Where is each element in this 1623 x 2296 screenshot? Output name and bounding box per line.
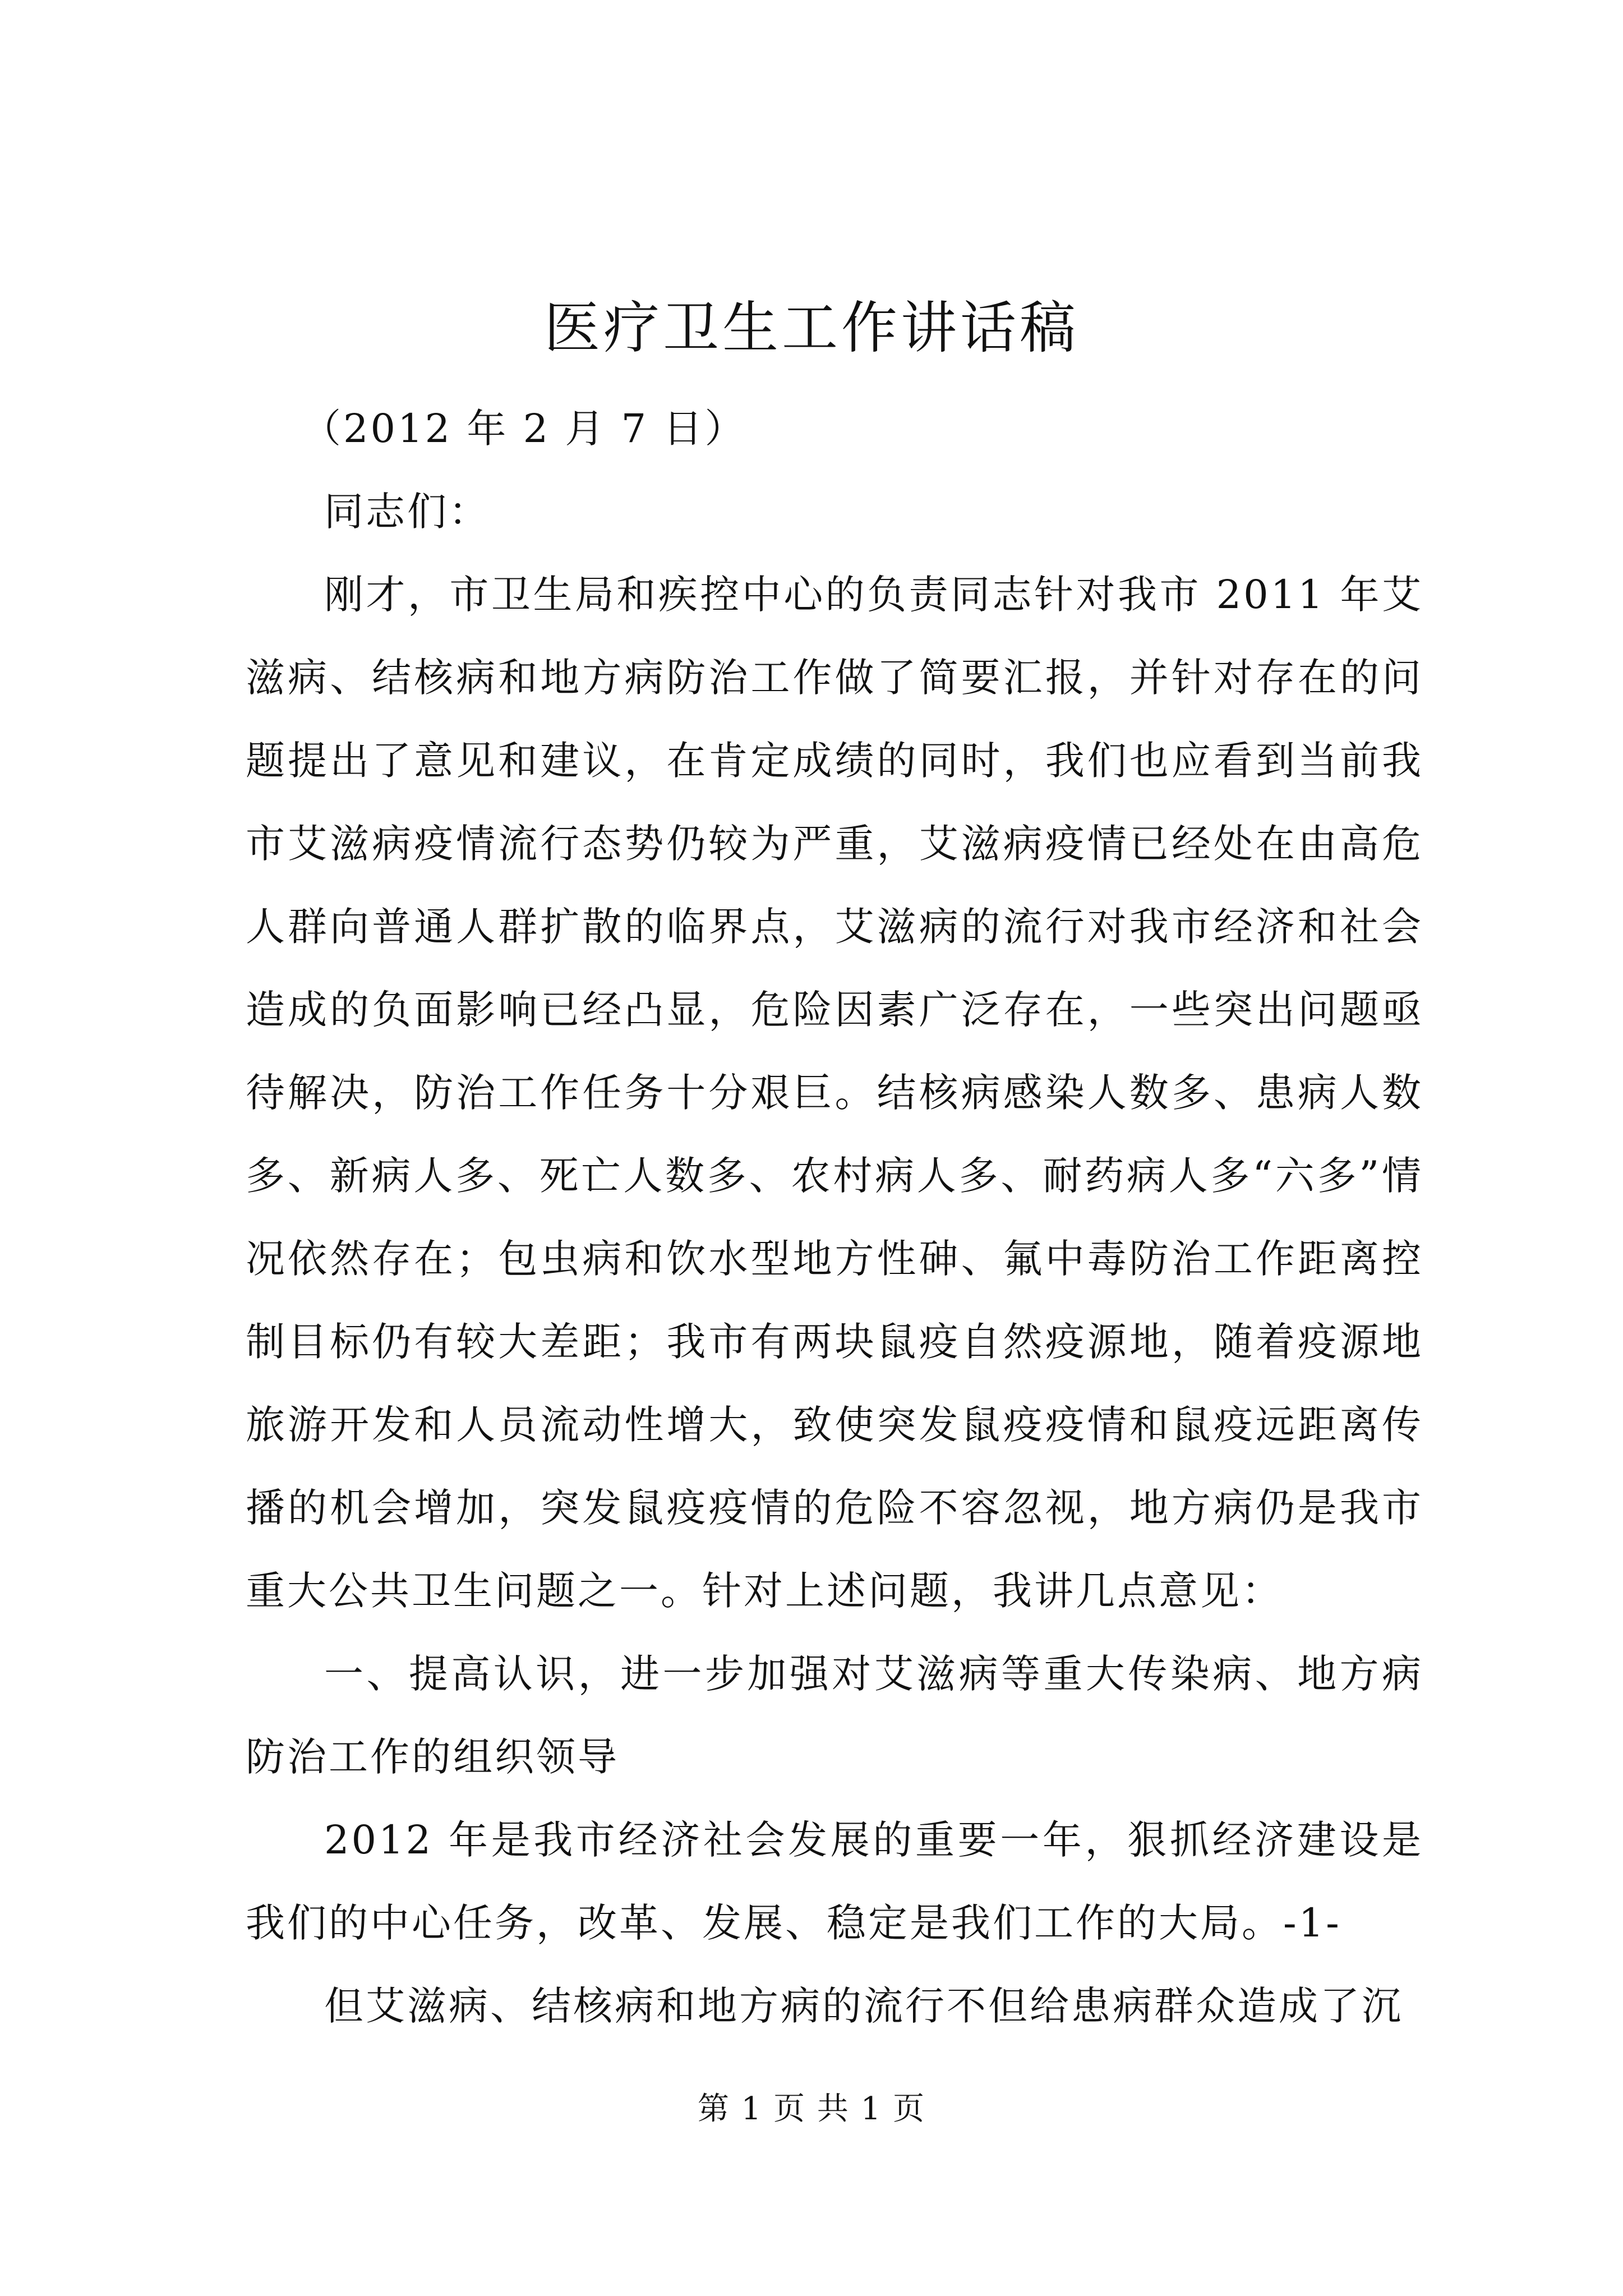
page-footer: 第 1 页 共 1 页: [697, 2091, 926, 2127]
date-line: （2012 年 2 月 7 日）: [302, 406, 746, 452]
document-body: [246, 387, 1423, 2047]
salutation: 同志们：: [324, 489, 490, 535]
document-title: 医疗卫生工作讲话稿: [544, 295, 1079, 361]
paragraph-intro: 刚才，市卫生局和疾控中心的负责同志针对我市 2011 年艾滋病、结核病和地方病防治工作做了简要汇报，并针对存在的问题提出了意见和建议，在肯定成绩的同时，我们也应看到当前我市艾滋病疫情流行态势仍较为严重，艾滋病疫情已经处在由高危人群向普通人群扩散的临界点，艾滋病的流行对我市经济和社会造成的负面影响已经凸显，危险因素广泛存在，一些突出问题亟待解决，防治工作任务十分艰巨。结核病感染人数多、患病人数多、新病人多、死亡人数多、农村病人多、耐药病人多“六多”情况依然存在；包虫病和饮水型地方性砷、氟中毒防治工作距离控制目标仍有较大差距；我市有两块鼠疫自然疫源地，随着疫源地旅游开发和人员流动性增大，致使突发鼠疫疫情和鼠疫远距离传播的机会增加，突发鼠疫疫情的危险不容忽视，地方病仍是我市重大公共卫生问题之一。针对上述问题，我讲几点意见：: [246, 572, 1423, 1614]
paragraph-2012: 2012 年是我市经济社会发展的重要一年，狠抓经济建设是我们的中心任务，改革、发展、稳定是我们工作的大局。-1-: [246, 1817, 1423, 1946]
section-heading-1: 一、提高认识，进一步加强对艾滋病等重大传染病、地方病防治工作的组织领导: [246, 1651, 1423, 1780]
paragraph-continued: 但艾滋病、结核病和地方病的流行不但给患病群众造成了沉: [324, 1983, 1403, 2029]
